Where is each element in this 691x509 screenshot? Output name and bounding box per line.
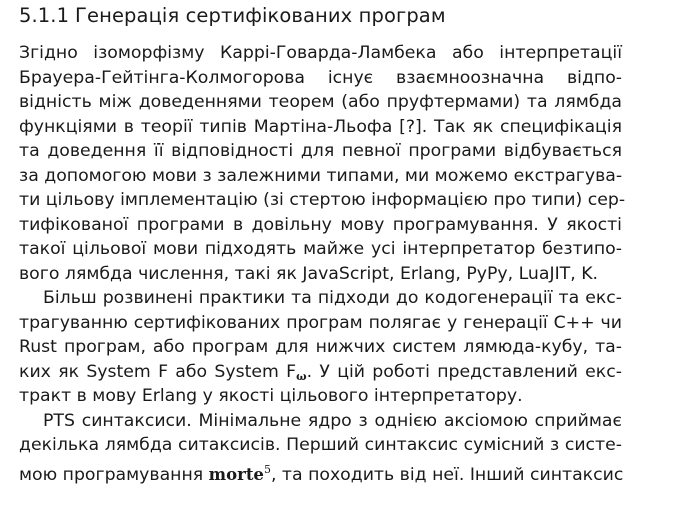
text-line: трагуванню сертифікованих програм полягає у генерації C++ чи — [19, 312, 622, 333]
text-line: вого лямбда числення, такі як JavaScript, Erlang, PyPy, LuaJIT, K. — [19, 263, 599, 284]
section-title: Генерація сертифікованих програм — [75, 4, 446, 27]
text-line: Згідно ізоморфізму Каррі-Говарда-Ламбека або інтерпретації — [19, 43, 622, 63]
text-fragment: , та походить від неї. Інший синтаксис — [270, 464, 624, 485]
text-line: PTS синтаксиси. Мінімальне ядро з однією аксіомою сприймає — [43, 410, 622, 431]
omega-subscript: ω — [296, 369, 307, 383]
text-line: та доведення її відповідності для певної програми відбувається — [19, 141, 622, 161]
morte-term: morte — [208, 464, 264, 484]
text-line: ти цільову імплементацію (зі стертою інформацією про типи) сер- — [19, 190, 626, 210]
text-line: такої цільової мови підходять майже усі інтерпретатор безтипо- — [19, 239, 622, 259]
paragraph-2 — [19, 286, 622, 409]
text-line: тракт в мову Erlang у якості цільового інтерпретатору. — [19, 386, 523, 406]
text-line: Більш розвинені практики та підходи до кодогенерації та екс- — [43, 288, 622, 308]
text-line: відність між доведеннями теорем (або пруфтермами) та лямбда — [19, 92, 622, 112]
text-fragment: мою програмування — [19, 464, 209, 485]
section-heading — [19, 4, 622, 41]
paragraph-3 — [19, 409, 622, 483]
text-fragment: . У цій роботі представлений екс- — [306, 361, 622, 382]
section-number: 5.1.1 — [19, 4, 70, 27]
text-line-with-math — [19, 360, 622, 385]
text-line-with-math — [19, 458, 622, 483]
text-line: Rust програм, або програм для нижчих систем лямюда-кубу, та- — [19, 337, 622, 357]
footnote-marker[interactable]: 5 — [263, 462, 271, 476]
text-line: декілька лямбда ситаксисів. Перший синтаксис сумісний з систе- — [19, 435, 622, 455]
text-line: Брауера-Гейтінга-Колмогорова існує взаємноозначна відпо- — [19, 67, 622, 88]
text-line: функціями в теорії типів Мартіна-Льофа [?]. Так як специфікація — [19, 116, 622, 137]
text-line: тифікованої програми в довільну мову програмування. У якості — [19, 214, 622, 235]
text-line: за допомогою мови з залежними типами, ми можемо екстрагува- — [19, 165, 623, 186]
paragraph-1 — [19, 41, 626, 286]
document-page — [19, 0, 626, 485]
text-fragment: ких як System F або System F — [19, 361, 297, 382]
